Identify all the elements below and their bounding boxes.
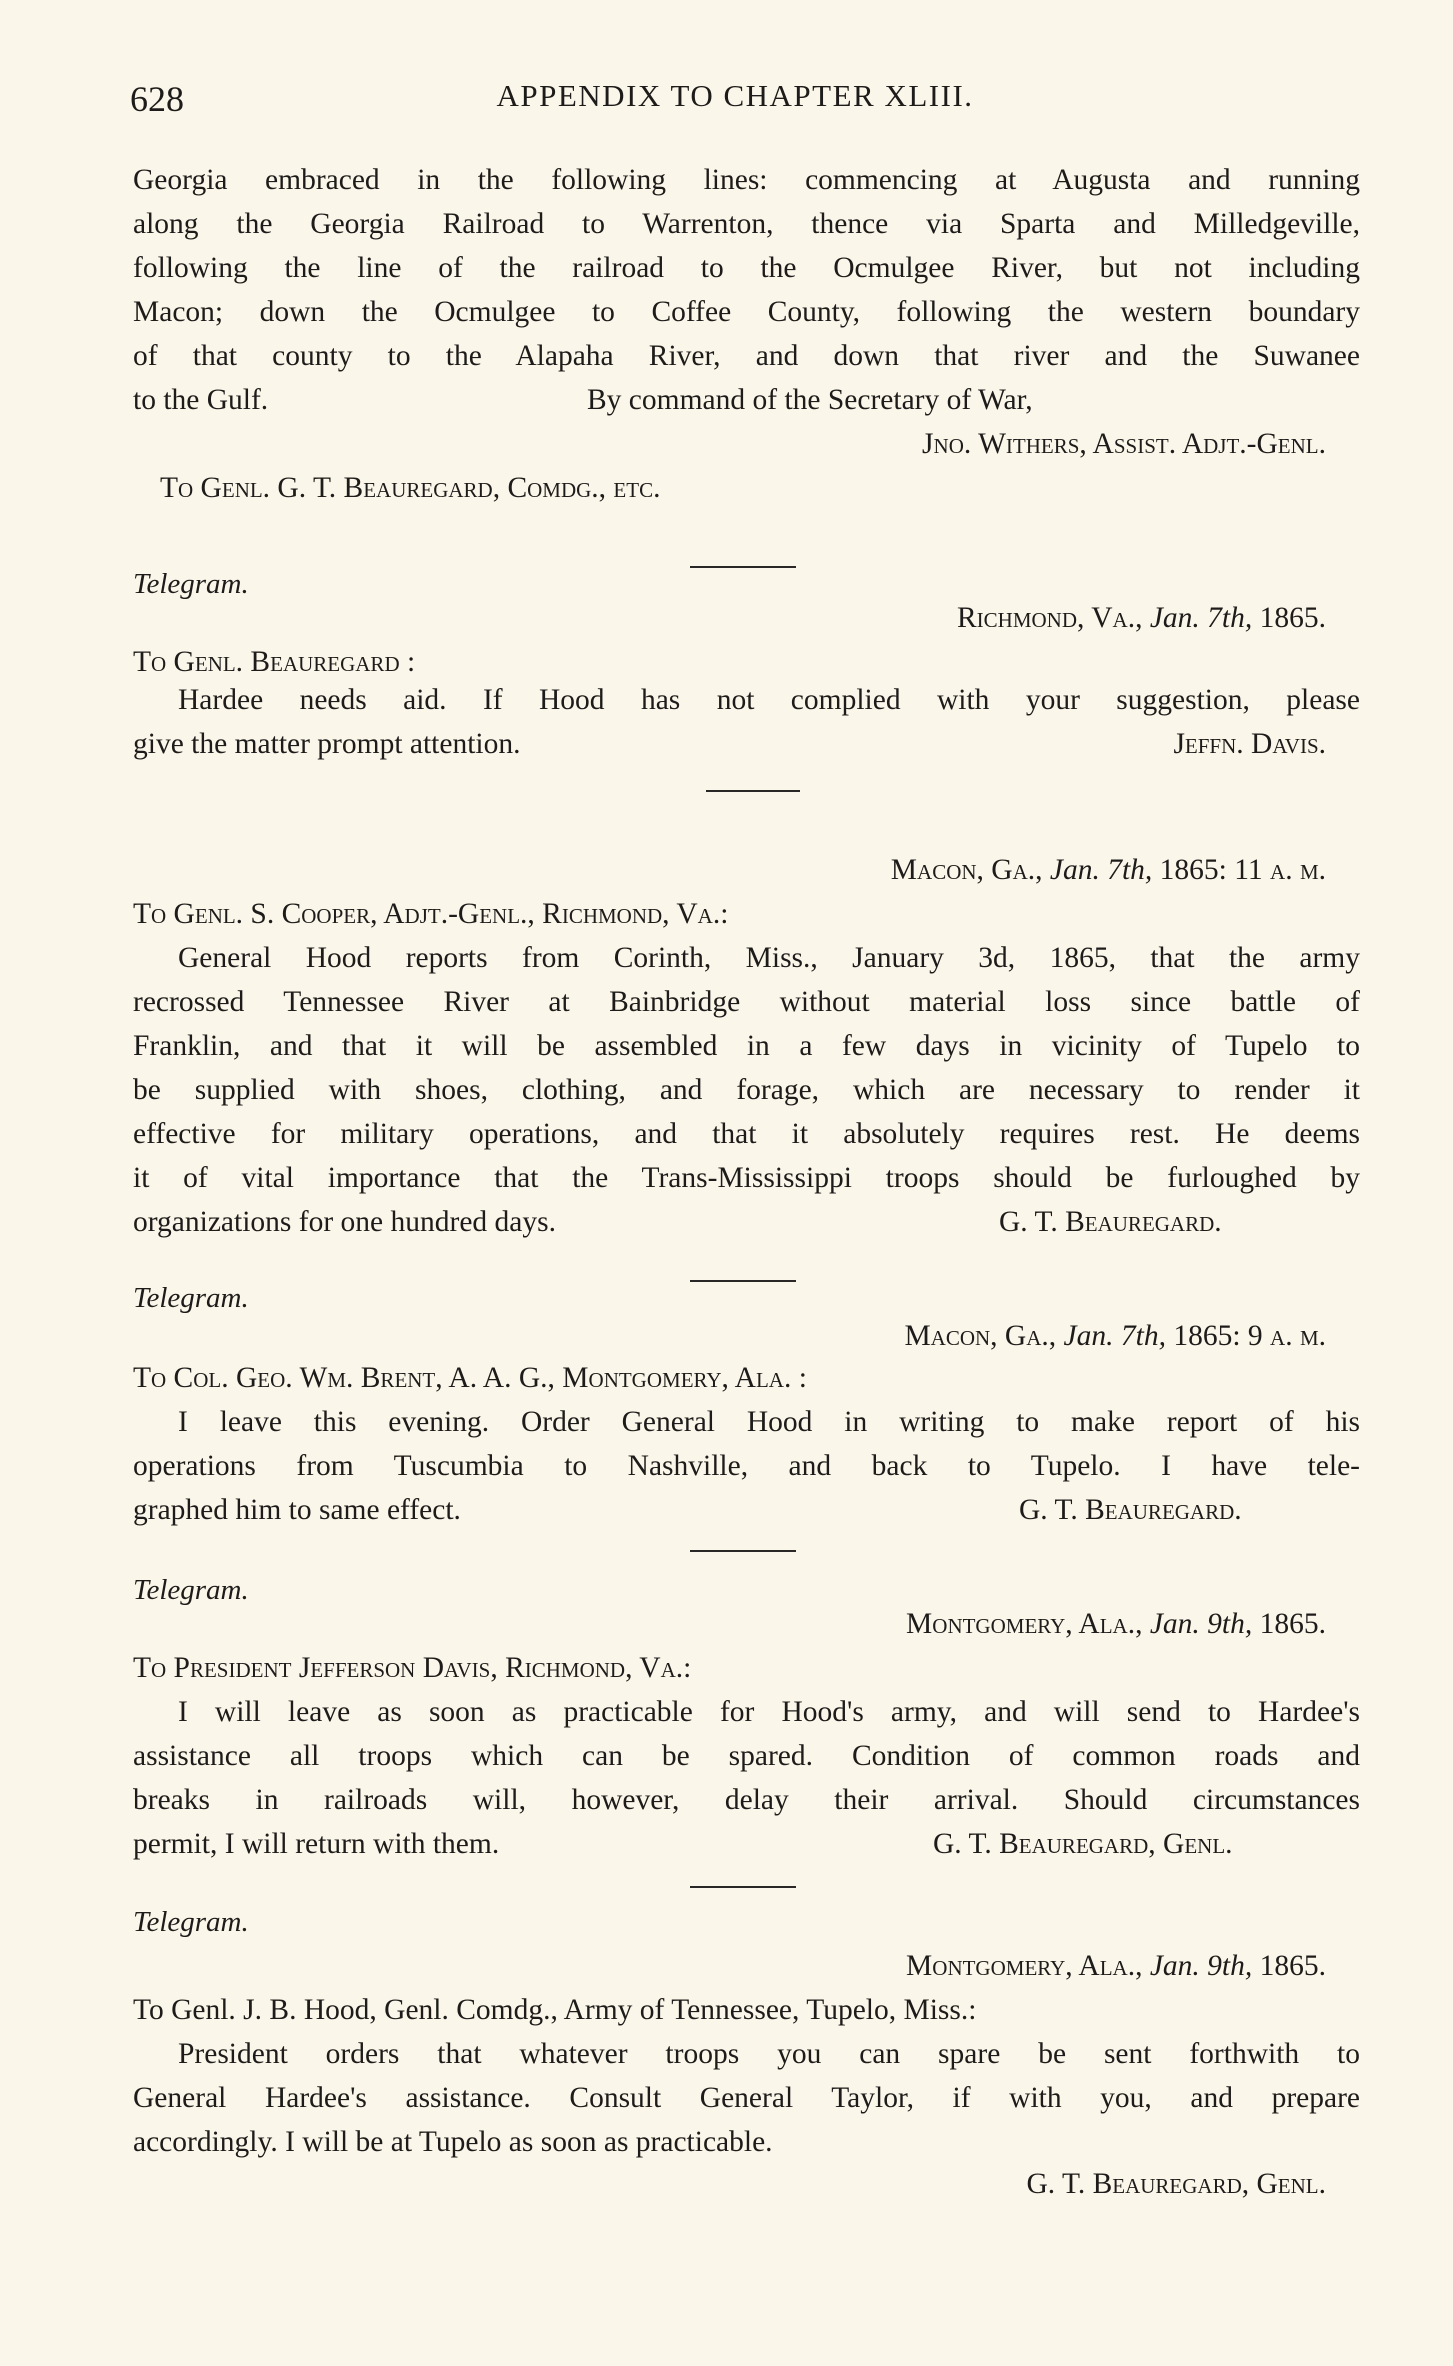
- running-head: APPENDIX TO CHAPTER XLIII.: [496, 78, 974, 113]
- text-line: effective for military operations, and that it absolutely requires rest. He deems: [133, 1118, 1360, 1150]
- dateline-place: Montgomery, Ala.,: [906, 1950, 1143, 1982]
- telegram-label: Telegram.: [133, 568, 249, 600]
- text-line: Macon; down the Ocmulgee to Coffee County, following the western boundary: [133, 296, 1360, 328]
- dateline: [133, 848, 1326, 892]
- section-rule: [690, 566, 796, 568]
- dateline-date: Jan. 7th,: [1063, 1320, 1166, 1352]
- text-line: Franklin, and that it will be assembled in a few days in vicinity of Tupelo to: [133, 1030, 1360, 1062]
- text-line: General Hardee's assistance. Consult General Taylor, if with you, and prepare: [133, 2082, 1360, 2114]
- signature: G. T. Beauregard, Genl.: [1026, 2168, 1326, 2200]
- text-line: be supplied with shoes, clothing, and forage, which are necessary to render it: [133, 1074, 1360, 1106]
- text-line-end: to the Gulf.: [133, 384, 269, 416]
- text-line-last: [133, 1488, 1360, 1532]
- section-rule: [690, 1280, 796, 1282]
- dateline: [133, 1602, 1326, 1646]
- text-line: following the line of the railroad to the Ocmulgee River, but not including: [133, 252, 1360, 284]
- signature: Jno. Withers, Assist. Adjt.-Genl.: [922, 428, 1326, 460]
- text-line-end: permit, I will return with them.: [133, 1828, 500, 1860]
- text-line: Hardee needs aid. If Hood has not complied with your suggestion, please: [178, 684, 1360, 716]
- signature: G. T. Beauregard.: [1019, 1494, 1242, 1526]
- dateline-place: Richmond, Va.,: [957, 602, 1143, 634]
- dateline: [133, 596, 1326, 640]
- text-line: President orders that whatever troops you can spare be sent forthwith to: [178, 2038, 1360, 2070]
- text-line: breaks in railroads will, however, delay their arrival. Should circumstances: [133, 1784, 1360, 1816]
- addressee: To Col. Geo. Wm. Brent, A. A. G., Montgomery, Ala. :: [133, 1362, 807, 1394]
- text-line: I will leave as soon as practicable for Hood's army, and will send to Hardee's: [178, 1696, 1360, 1728]
- dateline-year: 1865.: [1259, 1608, 1326, 1640]
- text-line-last: [133, 1822, 1360, 1866]
- section-rule: [706, 790, 800, 792]
- text-line-last: [133, 722, 1326, 766]
- page-number: 628: [130, 79, 184, 119]
- dateline-place: Macon, Ga.,: [890, 854, 1043, 886]
- text-line-last: accordingly. I will be at Tupelo as soon as practicable.: [133, 2126, 773, 2158]
- dateline-date: Jan. 9th,: [1149, 1950, 1253, 1982]
- addressee: To President Jefferson Davis, Richmond, Va.:: [133, 1652, 692, 1684]
- addressee: To Genl. J. B. Hood, Genl. Comdg., Army of Tennessee, Tupelo, Miss.:: [133, 1994, 977, 2026]
- text-line: of that county to the Alapaha River, and down that river and the Suwanee: [133, 340, 1360, 372]
- telegram-label: Telegram.: [133, 1574, 249, 1606]
- section-rule: [690, 1550, 796, 1552]
- dateline-year: 1865.: [1259, 602, 1326, 634]
- dateline-date: Jan. 7th,: [1049, 854, 1153, 886]
- text-line-end: graphed him to same effect.: [133, 1494, 461, 1526]
- dateline-year: 1865: 9 a. m.: [1173, 1320, 1326, 1352]
- text-line: assistance all troops which can be spared. Condition of common roads and: [133, 1740, 1360, 1772]
- telegram-label: Telegram.: [133, 1282, 249, 1314]
- dateline-date: Jan. 9th,: [1149, 1608, 1253, 1640]
- dateline-place: Macon, Ga.,: [904, 1320, 1057, 1352]
- text-line-end: organizations for one hundred days.: [133, 1206, 556, 1238]
- page-header: [130, 78, 1340, 128]
- section-rule: [690, 1886, 796, 1888]
- command-line: By command of the Secretary of War,: [587, 384, 1033, 416]
- dateline-year: 1865: 11 a. m.: [1159, 854, 1326, 886]
- signature: Jeffn. Davis.: [1173, 728, 1326, 760]
- text-line-last: [133, 378, 1360, 422]
- text-line: along the Georgia Railroad to Warrenton, thence via Sparta and Milledgeville,: [133, 208, 1360, 240]
- dateline: [133, 1944, 1326, 1988]
- addressee: To Genl. S. Cooper, Adjt.-Genl., Richmond, Va.:: [133, 898, 729, 930]
- signature: G. T. Beauregard, Genl.: [933, 1828, 1233, 1860]
- telegram-label: Telegram.: [133, 1906, 249, 1938]
- text-line: it of vital importance that the Trans-Mississippi troops should be furloughed by: [133, 1162, 1360, 1194]
- signature: G. T. Beauregard.: [999, 1206, 1222, 1238]
- text-line: I leave this evening. Order General Hood in writing to make report of his: [178, 1406, 1360, 1438]
- dateline-place: Montgomery, Ala.,: [906, 1608, 1143, 1640]
- dateline-year: 1865.: [1259, 1950, 1326, 1982]
- address-line: To Genl. G. T. Beauregard, Comdg., etc.: [160, 472, 661, 504]
- text-line: operations from Tuscumbia to Nashville, and back to Tupelo. I have tele-: [133, 1450, 1360, 1482]
- addressee: To Genl. Beauregard :: [133, 646, 416, 678]
- text-line-end: give the matter prompt attention.: [133, 728, 521, 760]
- text-line: recrossed Tennessee River at Bainbridge without material loss since battle of: [133, 986, 1360, 1018]
- dateline-date: Jan. 7th,: [1149, 602, 1253, 634]
- text-line: General Hood reports from Corinth, Miss., January 3d, 1865, that the army: [178, 942, 1360, 974]
- dateline: [133, 1314, 1326, 1358]
- text-line-last: [133, 1200, 1360, 1244]
- text-line: Georgia embraced in the following lines: commencing at Augusta and running: [133, 164, 1360, 196]
